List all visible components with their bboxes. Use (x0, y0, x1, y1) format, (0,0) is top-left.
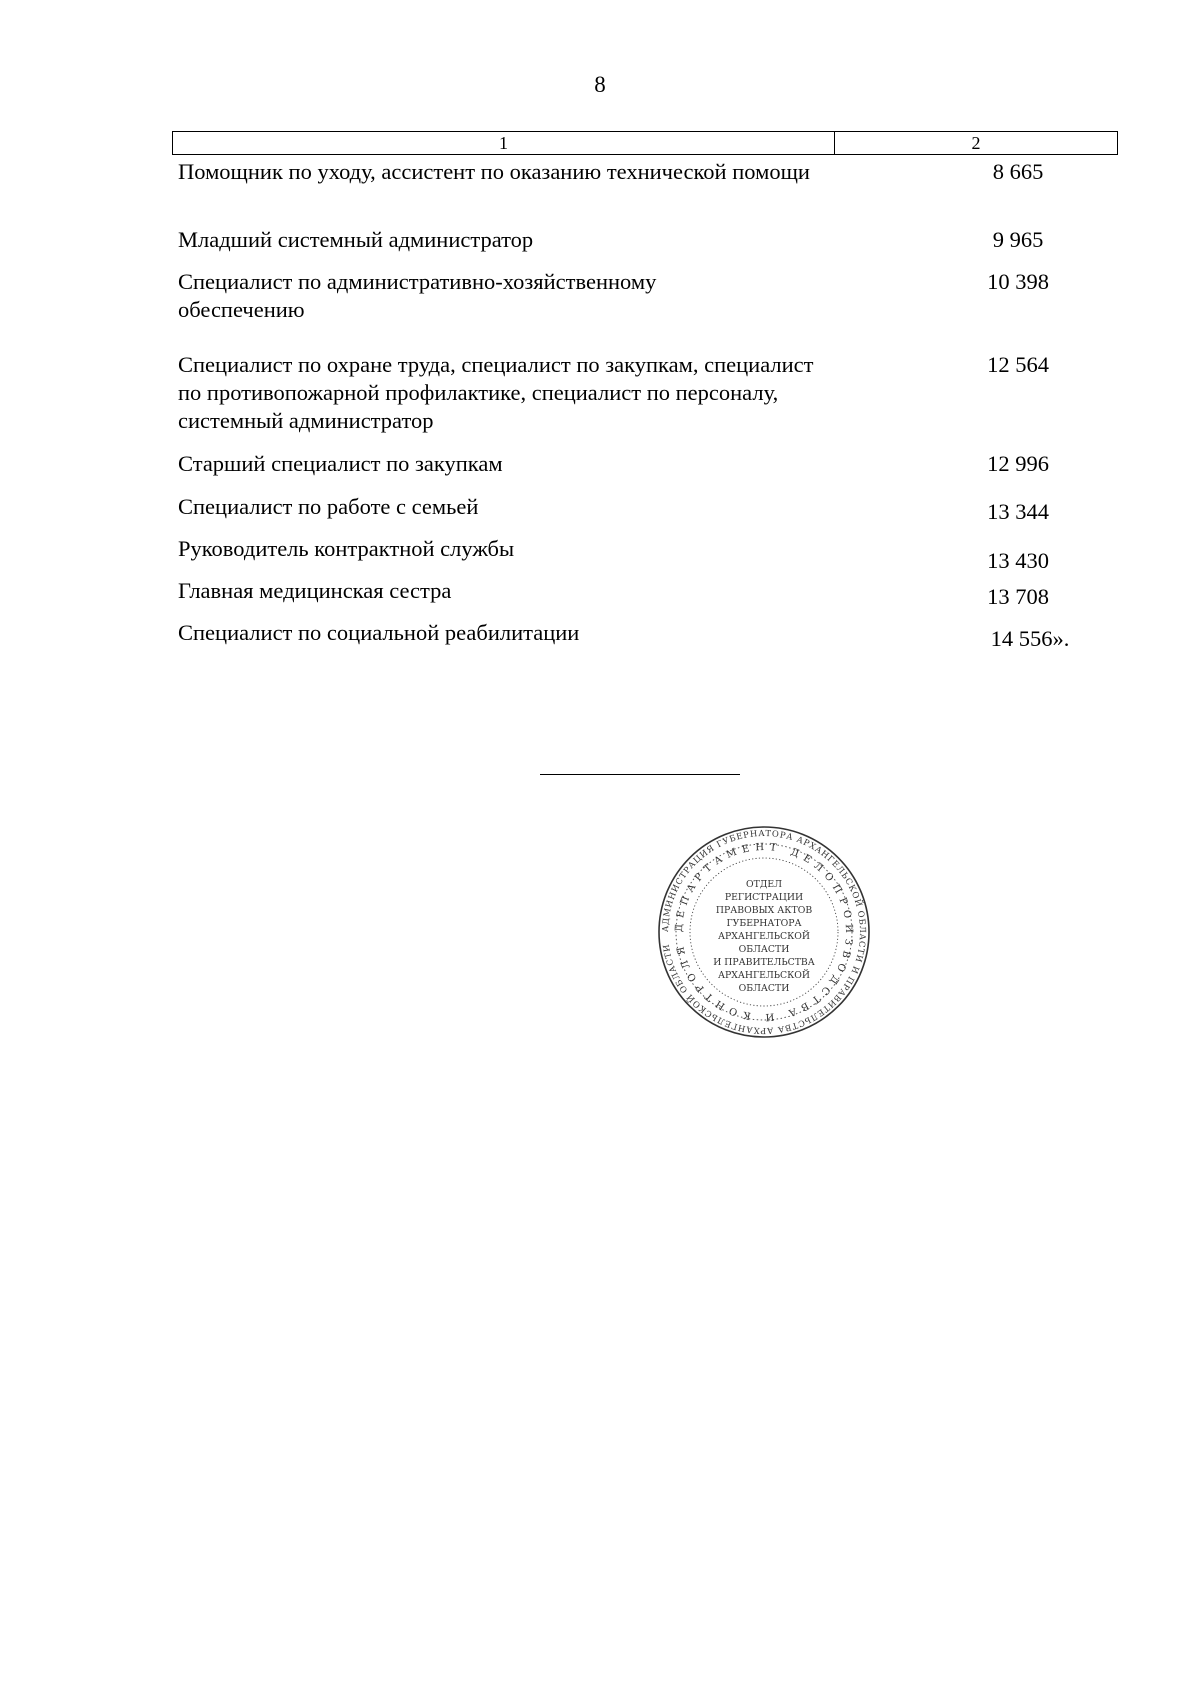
position-name: Главная медицинская сестра (178, 578, 452, 603)
official-seal (657, 825, 871, 1039)
position-name: Руководитель контрактной службы (178, 536, 515, 561)
table-header-col1: 1 (173, 132, 835, 154)
seal-center-line: ГУБЕРНАТОРА (726, 918, 802, 929)
salary-value: 10 398 (987, 269, 1049, 294)
seal-center-line: И ПРАВИТЕЛЬСТВА (713, 957, 815, 968)
salary-value: 12 996 (987, 451, 1049, 476)
salary-value: 13 344 (987, 499, 1049, 524)
position-name: Старший специалист по закупкам (178, 451, 503, 476)
salary-value: 13 430 (987, 548, 1049, 573)
seal-center-line: РЕГИСТРАЦИИ (724, 892, 804, 903)
position-name: Помощник по уходу, ассистент по оказанию технической помощи (178, 159, 810, 184)
seal-center-line: АРХАНГЕЛЬСКОЙ (717, 931, 811, 942)
closing-divider (540, 774, 740, 775)
table-header-col2: 2 (971, 133, 981, 153)
page-number: 8 (594, 72, 606, 97)
position-name: Специалист по охране труда, специалист по закупкам, специалист по противопожарной профилактике, специалист по персоналу, системный администратор (178, 352, 814, 433)
position-name: Младший системный администратор (178, 227, 534, 252)
seal-center-line: ОБЛАСТИ (738, 944, 790, 955)
seal-center-line: ОТДЕЛ (746, 879, 782, 890)
position-name: Специалист по административно-хозяйственному обеспечению (178, 269, 657, 322)
seal-outer-text: АДМИНИСТРАЦИЯ ГУБЕРНАТОРА АРХАНГЕЛЬСКОЙ ОБЛАСТИ И ПРАВИТЕЛЬСТВА АРХАНГЕЛЬСКОЙ ОБЛАСТИ (659, 827, 869, 1037)
salary-value: 9 965 (992, 227, 1044, 252)
seal-center-line: ПРАВОВЫХ АКТОВ (715, 905, 813, 916)
seal-center-line: ОБЛАСТИ (738, 983, 790, 994)
salary-value: 12 564 (987, 352, 1049, 377)
salary-value: 13 708 (987, 584, 1049, 609)
seal-center-text (713, 879, 815, 994)
seal-inner-ring-text: ДЕПАРТАМЕНТ ДЕЛОПРОИЗВОДСТВА И КОНТРОЛЯ (673, 841, 855, 1023)
position-name: Специалист по социальной реабилитации (178, 620, 580, 645)
seal-center-line: АРХАНГЕЛЬСКОЙ (717, 970, 811, 981)
table-header (172, 131, 1118, 155)
salary-value: 14 556». (990, 626, 1070, 651)
position-name: Специалист по работе с семьей (178, 494, 479, 519)
salary-value: 8 665 (992, 159, 1044, 184)
